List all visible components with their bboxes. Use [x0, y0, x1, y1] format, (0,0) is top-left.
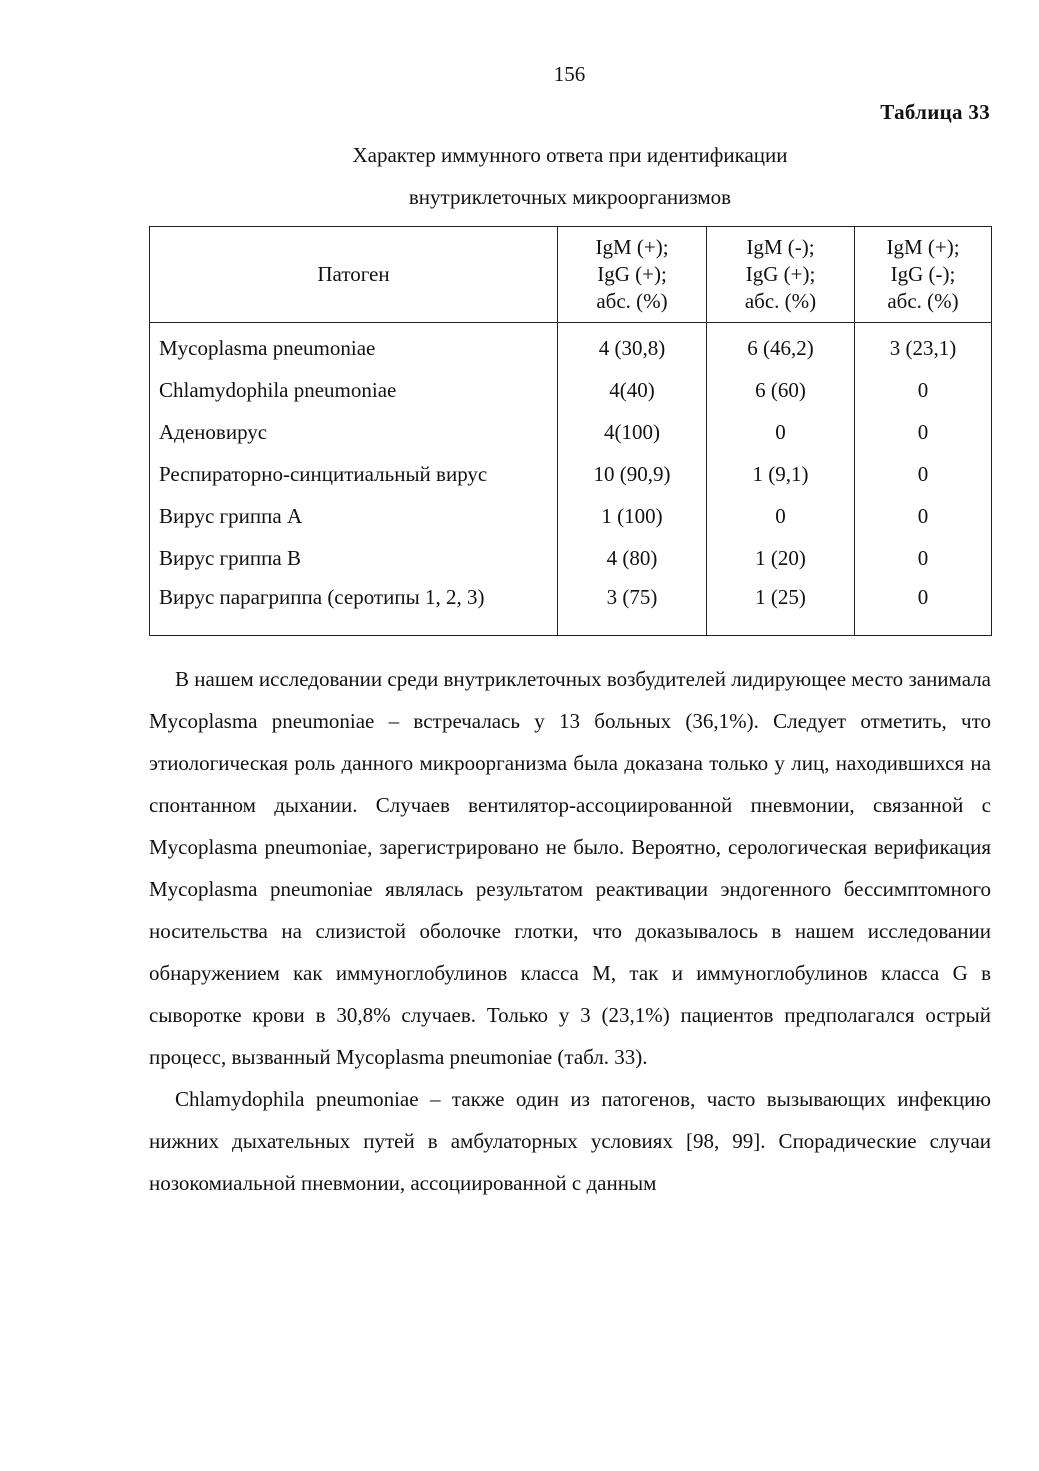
header-pathogen [150, 227, 558, 323]
value-cell: 0 [855, 453, 992, 495]
paragraph: Chlamydophila pneumoniae – также один из патогенов, часто вызывающих инфекцию нижних дыхательных путей в амбулаторных условиях [98, 99]. Спорадические случаи нозокомиальной пневмонии, ассоциированной с данным [149, 1087, 991, 1195]
value-cell: 3 (75) [558, 579, 707, 636]
value-cell: 0 [855, 411, 992, 453]
table-row [150, 495, 992, 537]
pathogen-cell: Mycoplasma pneumoniae [150, 323, 558, 370]
pathogen-cell: Вирус гриппа В [150, 537, 558, 579]
header-text: IgM (+); [595, 235, 669, 259]
pathogen-cell: Вирус парагриппа (серотипы 1, 2, 3) [150, 579, 558, 636]
table-row [150, 369, 992, 411]
pathogen-cell: Chlamydophila pneumoniae [150, 369, 558, 411]
table-caption-line-1: Характер иммунного ответа при идентификации [352, 143, 788, 167]
value-cell: 1 (20) [707, 537, 855, 579]
table-header-row [150, 227, 992, 323]
pathogen-cell: Вирус гриппа А [150, 495, 558, 537]
value-cell: 4(100) [558, 411, 707, 453]
header-text: IgG (+); [745, 262, 816, 286]
header-igm-pos-igg-neg [855, 227, 992, 323]
header-text: абс. (%) [596, 289, 668, 313]
immune-response-table [149, 226, 992, 636]
value-cell: 6 (60) [707, 369, 855, 411]
value-cell: 10 (90,9) [558, 453, 707, 495]
value-cell: 1 (9,1) [707, 453, 855, 495]
value-cell: 0 [707, 411, 855, 453]
value-cell: 0 [707, 495, 855, 537]
table-row [150, 323, 992, 370]
header-text: IgG (-); [890, 262, 956, 286]
pathogen-cell: Респираторно-синцитиальный вирус [150, 453, 558, 495]
value-cell: 1 (100) [558, 495, 707, 537]
header-igm-pos-igg-pos [558, 227, 707, 323]
paragraph: В нашем исследовании среди внутриклеточных возбудителей лидирующее место занимала Mycoplasma pneumoniae – встречалась у 13 больных (36,1%). Следует отметить, что этиологическая роль данного микроорганизма была доказана только у лиц, находившихся на спонтанном дыхании. Случаев вентилятор-ассоциированной пневмонии, связанной с Mycoplasma pneumoniae, зарегистрировано не было. Вероятно, серологическая верификация Mycoplasma pneumoniae являлась результатом реактивации эндогенного бессимптомного носительства на слизистой оболочке глотки, что доказывалось в нашем исследовании обнаружением как иммуноглобулинов класса M, так и иммуноглобулинов класса G в сыворотке крови в 30,8% случаев. Только у 3 (23,1%) пациентов предполагался острый процесс, вызванный Mycoplasma pneumoniae (табл. 33). [149, 667, 991, 1069]
table-label: Таблица 33 [880, 100, 990, 124]
table-row [150, 579, 992, 636]
header-text: IgG (+); [597, 262, 667, 286]
table-row [150, 411, 992, 453]
body-text [149, 658, 991, 1204]
table-row [150, 537, 992, 579]
header-text: абс. (%) [744, 289, 817, 313]
value-cell: 4 (80) [558, 537, 707, 579]
header-text: Патоген [317, 262, 390, 286]
value-cell: 0 [855, 495, 992, 537]
value-cell: 0 [855, 537, 992, 579]
value-cell: 4 (30,8) [558, 323, 707, 370]
table-caption-line-2: внутриклеточных микроорганизмов [408, 185, 732, 209]
header-igm-neg-igg-pos [707, 227, 855, 323]
page-number: 156 [553, 62, 586, 86]
value-cell: 3 (23,1) [855, 323, 992, 370]
header-text: IgM (+); [886, 235, 960, 259]
pathogen-cell: Аденовирус [150, 411, 558, 453]
value-cell: 0 [855, 579, 992, 636]
table-row [150, 453, 992, 495]
header-text: IgM (-); [746, 235, 815, 259]
value-cell: 6 (46,2) [707, 323, 855, 370]
header-text: абс. (%) [887, 289, 959, 313]
value-cell: 4(40) [558, 369, 707, 411]
value-cell: 1 (25) [707, 579, 855, 636]
value-cell: 0 [855, 369, 992, 411]
